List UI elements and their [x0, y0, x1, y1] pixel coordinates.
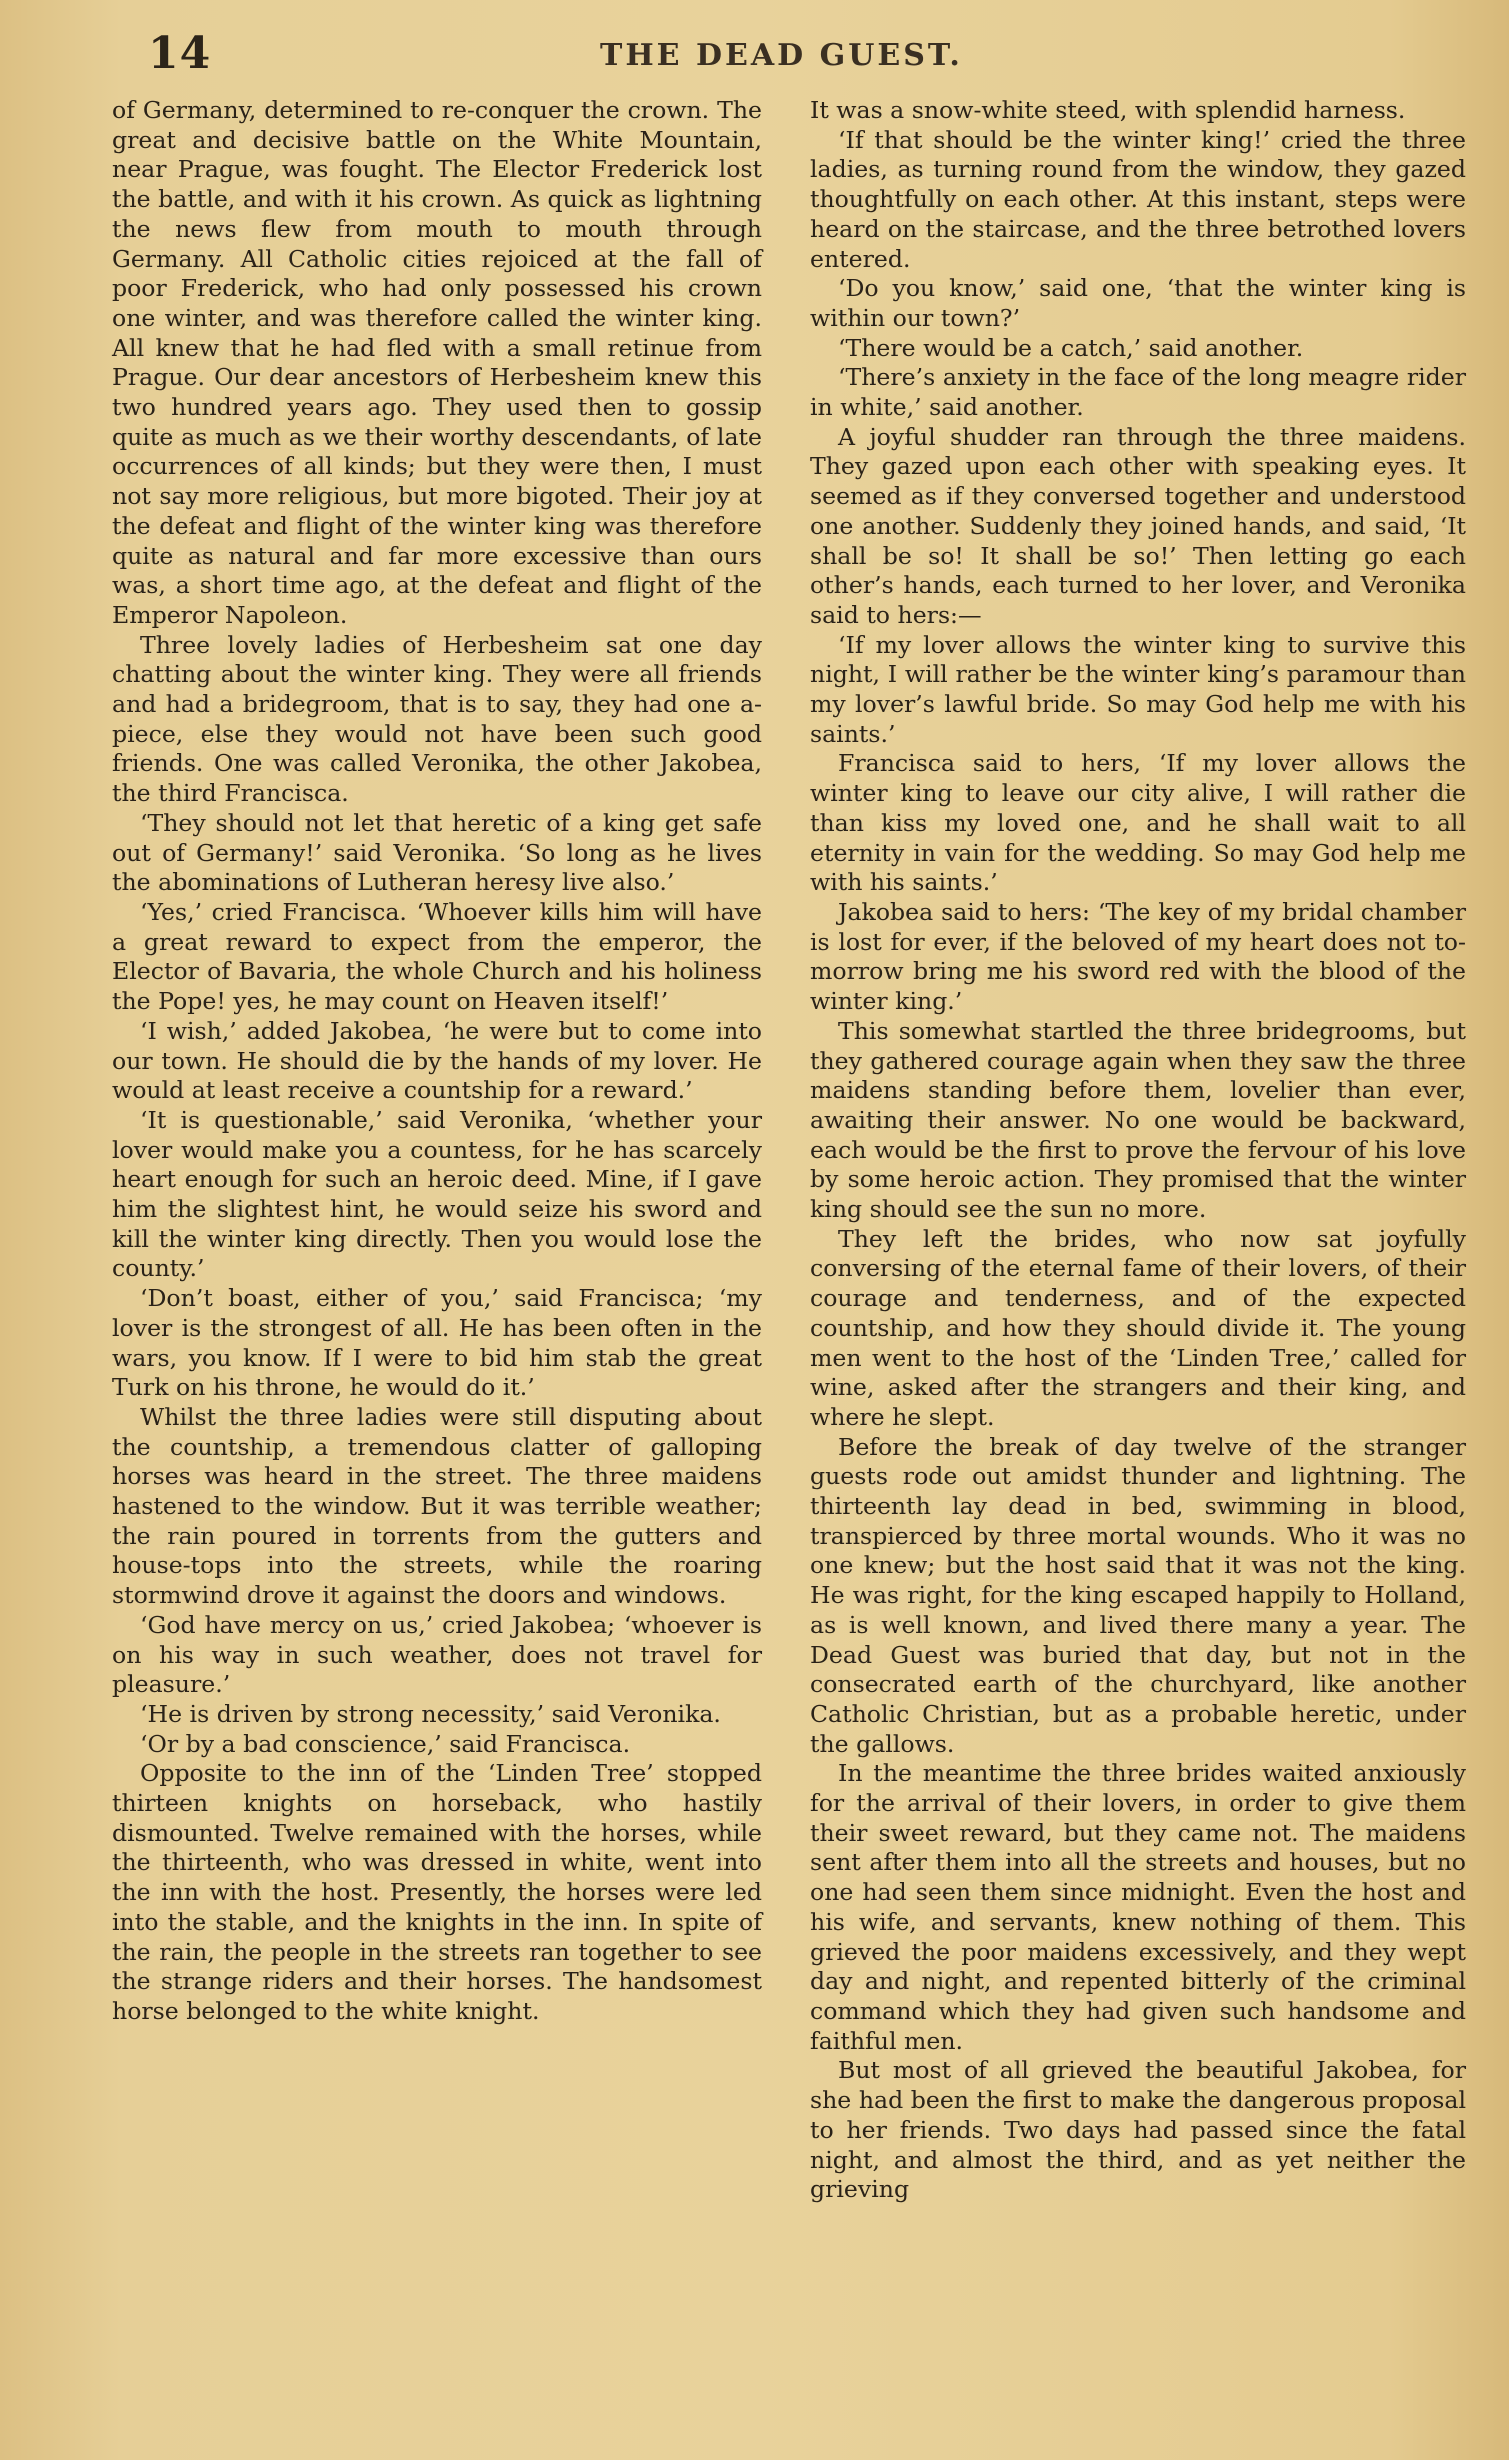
- page-header: [0, 28, 1509, 88]
- paragraph: In the meantime the three brides waited anxiously for the arrival of their lovers, in order to give them their sweet reward, but they came not. The maidens sent after them into all the streets and houses, but no one had seen them since midnight. Even the host and his wife, and servants, knew nothing of them. This grieved the poor maidens excessively, and they wept day and night, and repented bitterly of the criminal command which they had given such handsome and faithful men.: [810, 1759, 1466, 2055]
- paragraph: ‘They should not let that heretic of a king get safe out of Germany!’ said Veronika. ‘So long as he lives the abominations of Lutheran heresy live also.’: [112, 808, 762, 897]
- paragraph: Before the break of day twelve of the stranger guests rode out amidst thunder and lightning. The thirteenth lay dead in bed, swimming in blood, transpierced by three mortal wounds. Who it was no one knew; but the host said that it was not the king. He was right, for the king escaped happily to Holland, as is well known, and lived there many a year. The Dead Guest was buried that day, but not in the consecrated earth of the churchyard, like another Catholic Christian, but as a probable heretic, under the gallows.: [810, 1432, 1466, 1758]
- paragraph: ‘I wish,’ added Jakobea, ‘he were but to come into our town. He should die by the hands of my lover. He would at least receive a countship for a reward.’: [112, 1016, 762, 1105]
- paragraph: of Germany, determined to re-conquer the crown. The great and decisive battle on the White Mountain, near Prague, was fought. The Elector Frederick lost the battle, and with it his crown. As quick as lightning the news flew from mouth to mouth through Germany. All Catholic cities rejoiced at the fall of poor Frederick, who had only possessed his crown one winter, and was therefore called the winter king. All knew that he had fled with a small retinue from Prague. Our dear ancestors of Herbesheim knew this two hundred years ago. They used then to gossip quite as much as we their worthy descendants, of late occurrences of all kinds; but they were then, I must not say more religious, but more bigoted. Their joy at the defeat and flight of the winter king was therefore quite as natural and far more excessive than ours was, a short time ago, at the defeat and flight of the Emperor Napoleon.: [112, 96, 762, 629]
- right-column: [810, 96, 1466, 2205]
- paragraph: It was a snow-white steed, with splendid harness.: [810, 96, 1406, 124]
- paragraph: ‘Do you know,’ said one, ‘that the winter king is within our town?’: [810, 274, 1466, 332]
- paragraph: Whilst the three ladies were still disputing about the countship, a tremendous clatter of galloping horses was heard in the street. The three maidens hastened to the window. But it was terrible weather; the rain poured in torrents from the gutters and house-tops into the streets, while the roaring stormwind drove it against the doors and windows.: [112, 1402, 762, 1610]
- paragraph: This somewhat startled the three bridegrooms, but they gathered courage again when they saw the three maidens standing before them, lovelier than ever, awaiting their answer. No one would be backward, each would be the first to prove the fervour of his love by some heroic action. They promised that the winter king should see the sun no more.: [810, 1016, 1466, 1224]
- paragraph: They left the brides, who now sat joyfully conversing of the eternal fame of their lovers, of their courage and tenderness, and of the expected countship, and how they should divide it. The young men went to the host of the ‘Linden Tree,’ called for wine, asked after the strangers and their king, and where he slept.: [810, 1224, 1466, 1431]
- paragraph: ‘Yes,’ cried Francisca. ‘Whoever kills him will have a great reward to expect from the emperor, the Elector of Bavaria, the whole Church and his holiness the Pope! yes, he may count on Heaven itself!’: [112, 897, 762, 1016]
- paragraph: ‘Or by a bad conscience,’ said Francisca.: [140, 1729, 631, 1758]
- running-title: THE DEAD GUEST.: [600, 38, 963, 73]
- paragraph: But most of all grieved the beautiful Jakobea, for she had been the first to make the dangerous proposal to her friends. Two days had passed since the fatal night, and almost the third, and as yet neither the grieving: [810, 2056, 1466, 2204]
- paragraph: ‘There would be a catch,’ said another.: [838, 333, 1304, 362]
- paragraph: Three lovely ladies of Herbesheim sat one day chatting about the winter king. They were all friends and had a bridegroom, that is to say, they had one a-piece, else they would not have been such good friends. One was called Veronika, the other Jakobea, the third Francisca.: [112, 630, 762, 808]
- paragraph: Francisca said to hers, ‘If my lover allows the winter king to leave our city alive, I will rather die than kiss my loved one, and he shall wait to all eternity in vain for the wedding. So may God help me with his saints.’: [810, 749, 1466, 897]
- paragraph: ‘Don’t boast, either of you,’ said Francisca; ‘my lover is the strongest of all. He has been often in the wars, you know. If I were to bid him stab the great Turk on his throne, he would do it.’: [112, 1284, 762, 1402]
- left-column: [112, 96, 762, 2027]
- paragraph: ‘If my lover allows the winter king to survive this night, I will rather be the winter king’s paramour than my lover’s lawful bride. So may God help me with his saints.’: [810, 630, 1466, 748]
- paragraph: ‘God have mercy on us,’ cried Jakobea; ‘whoever is on his way in such weather, does not travel for pleasure.’: [112, 1610, 762, 1699]
- paragraph: ‘He is driven by strong necessity,’ said Veronika.: [140, 1699, 721, 1728]
- paragraph: Jakobea said to hers: ‘The key of my bridal chamber is lost for ever, if the beloved of my heart does not to-morrow bring me his sword red with the blood of the winter king.’: [810, 897, 1466, 1016]
- page-number: 14: [148, 28, 212, 79]
- paragraph: Opposite to the inn of the ‘Linden Tree’ stopped thirteen knights on horseback, who hastily dismounted. Twelve remained with the horses, while the thirteenth, who was dressed in white, went into the inn with the host. Presently, the horses were led into the stable, and the knights in the inn. In spite of the rain, the people in the streets ran together to see the strange riders and their horses. The handsomest horse belonged to the white knight.: [112, 1759, 762, 2025]
- paragraph: ‘There’s anxiety in the face of the long meagre rider in white,’ said another.: [810, 363, 1466, 422]
- paragraph: ‘It is questionable,’ said Veronika, ‘whether your lover would make you a countess, for he has scarcely heart enough for such an heroic deed. Mine, if I gave him the slightest hint, he would seize his sword and kill the winter king directly. Then you would lose the county.’: [112, 1105, 762, 1283]
- paragraph: A joyful shudder ran through the three maidens. They gazed upon each other with speaking eyes. It seemed as if they conversed together and understood one another. Suddenly they joined hands, and said, ‘It shall be so! It shall be so!’ Then letting go each other’s hands, each turned to her lover, and Veronika said to hers:—: [810, 422, 1466, 629]
- paragraph: ‘If that should be the winter king!’ cried the three ladies, as turning round from the window, they gazed thoughtfully on each other. At this instant, steps were heard on the staircase, and the three betrothed lovers entered.: [810, 125, 1466, 273]
